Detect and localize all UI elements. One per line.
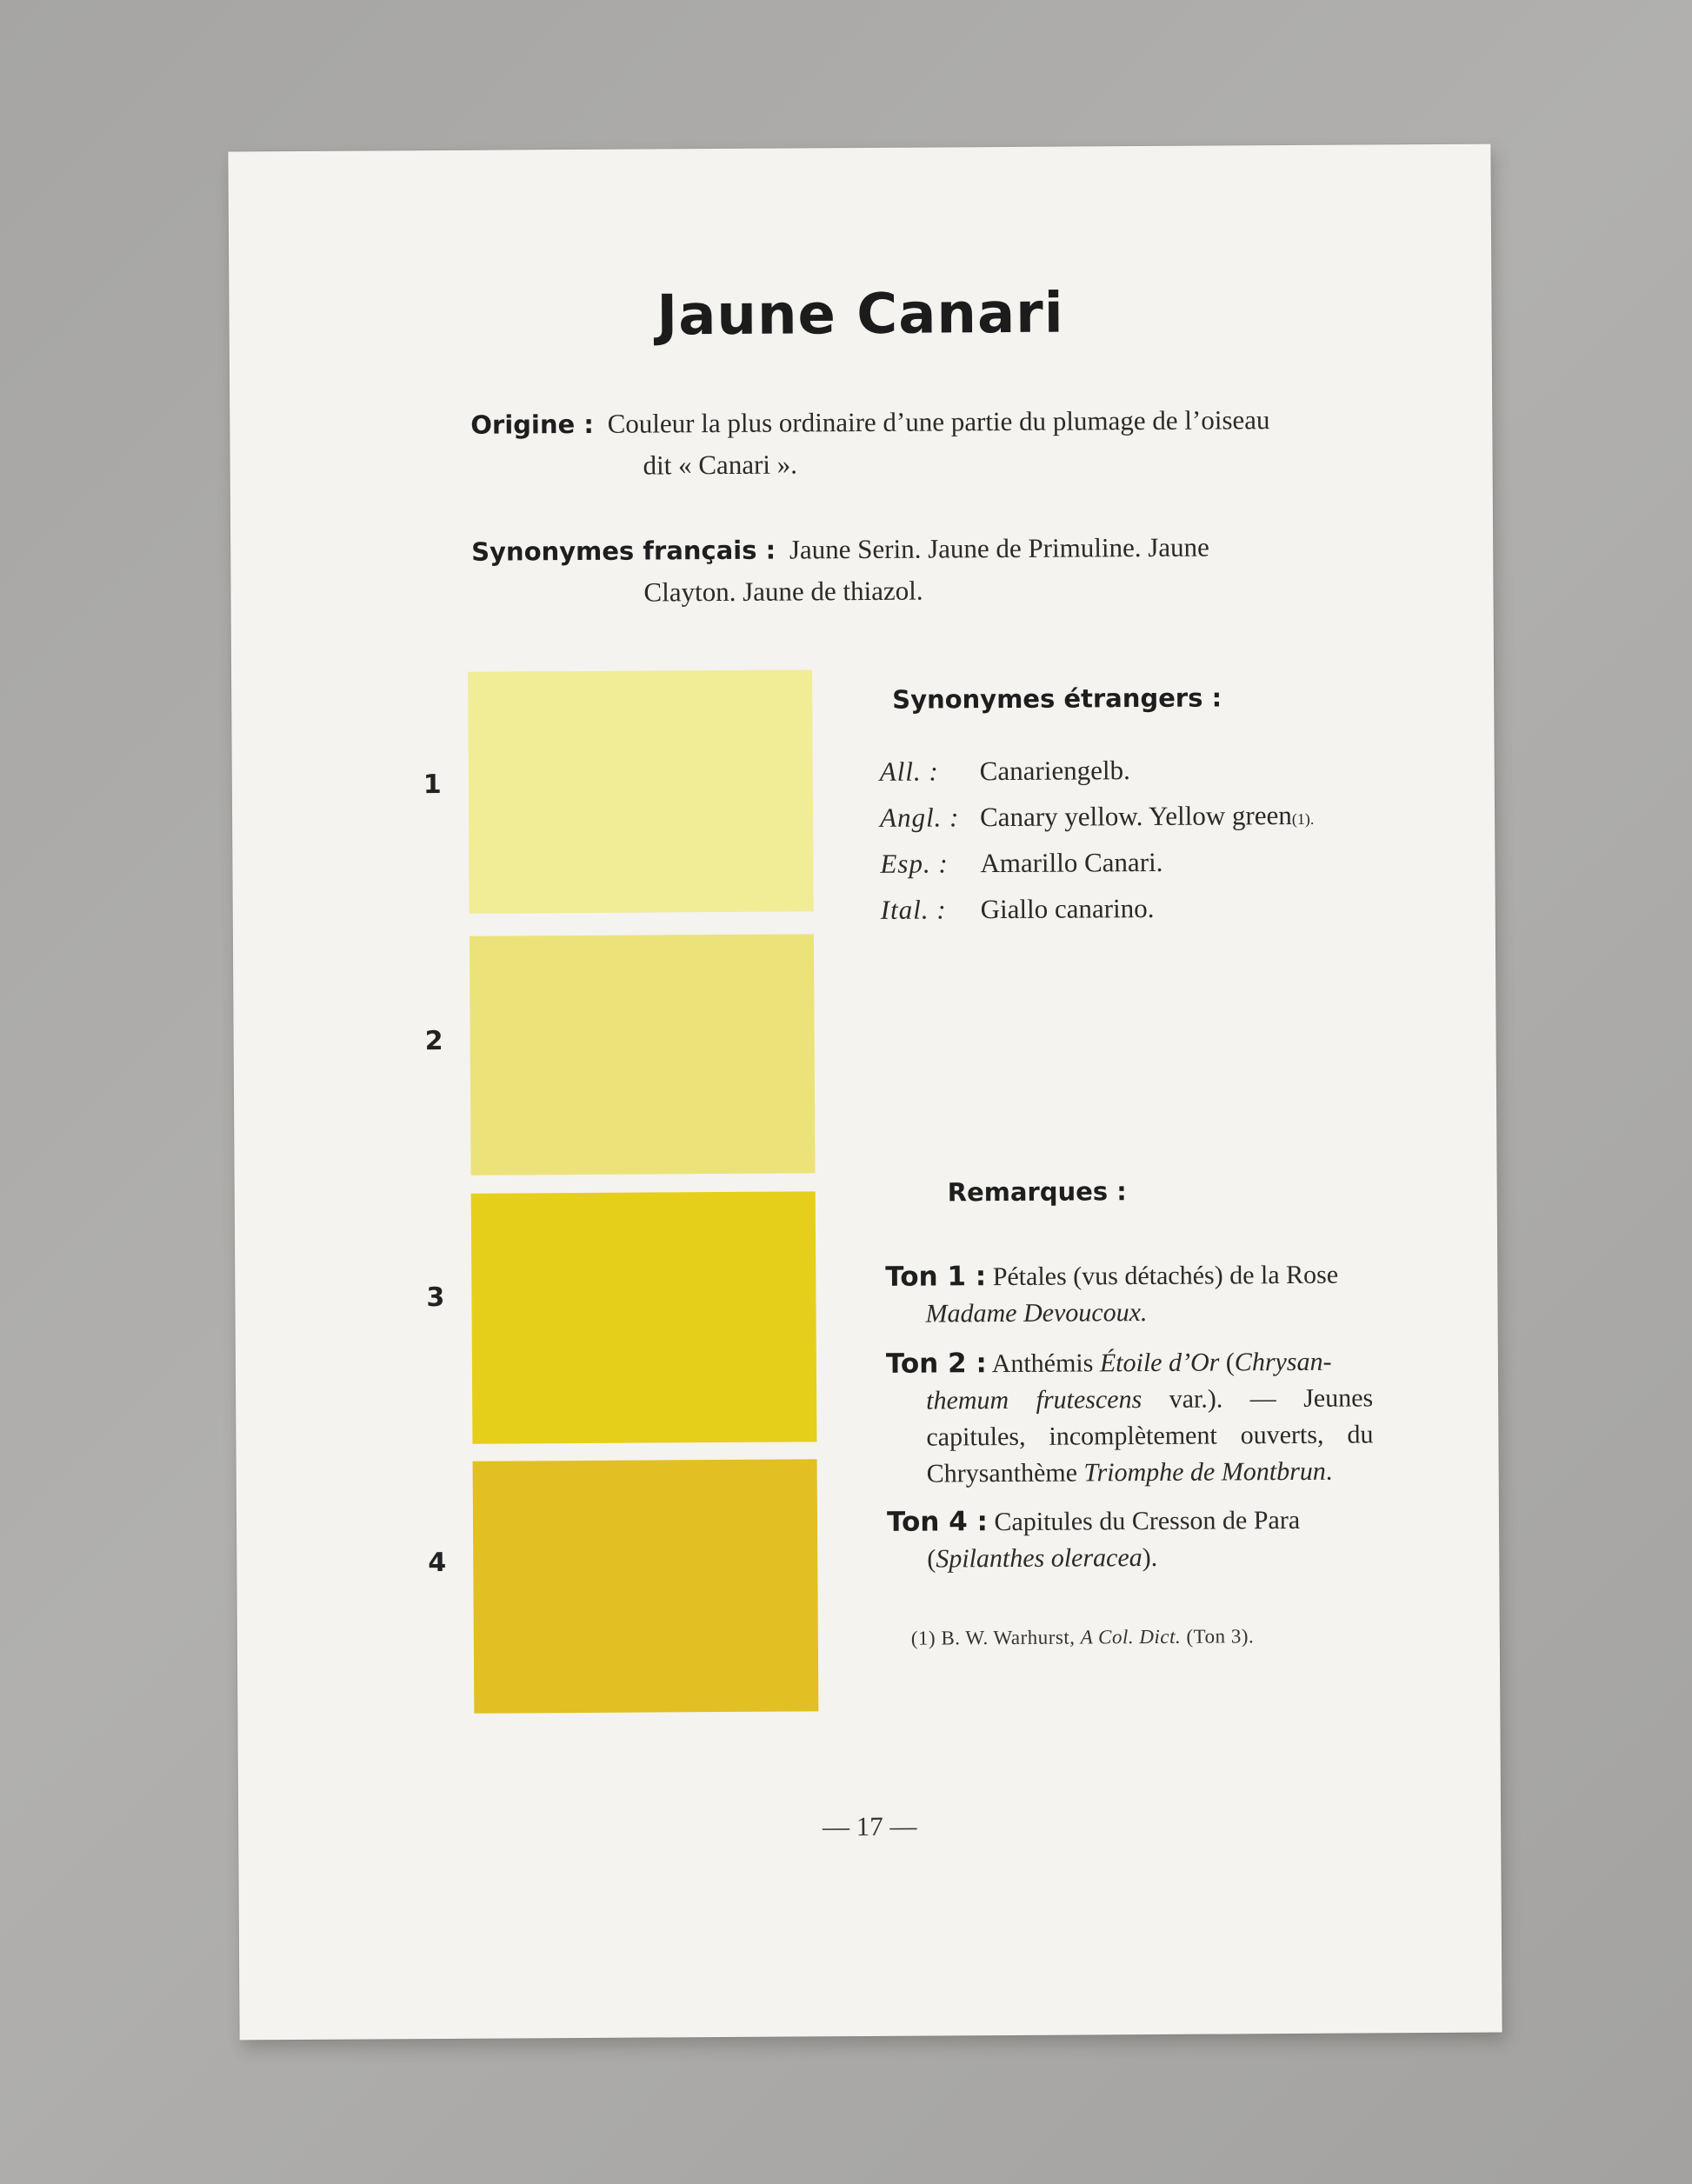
synonym-value: Canary yellow. Yellow green bbox=[979, 799, 1292, 833]
synonym-value: Canariengelb. bbox=[979, 755, 1130, 787]
origine-text-line1: Couleur la plus ordinaire d’une partie du plumage de l’oiseau bbox=[607, 404, 1270, 439]
language-abbrev: All. : bbox=[879, 756, 939, 787]
page-title: Jaune Canari bbox=[656, 281, 1064, 349]
color-swatch-3 bbox=[471, 1191, 817, 1443]
ton-italic: Spilanthes oleracea bbox=[936, 1543, 1142, 1574]
ton-label: Ton 2 : bbox=[885, 1348, 987, 1380]
language-abbrev: Ital. : bbox=[880, 894, 947, 925]
ton-text: ( bbox=[1225, 1348, 1235, 1377]
synonymes-etrangers-heading: Synonymes étrangers : bbox=[892, 682, 1222, 715]
synonymes-etrangers-list bbox=[880, 753, 1402, 941]
synonym-value: Giallo canarino. bbox=[980, 892, 1155, 925]
color-swatch-4 bbox=[473, 1459, 819, 1713]
ton-italic: Triomphe de Montbrun bbox=[1083, 1456, 1326, 1488]
ton-label: Ton 4 : bbox=[886, 1506, 989, 1538]
swatch-number-3: 3 bbox=[426, 1282, 445, 1314]
origine-section bbox=[470, 399, 1349, 488]
ton-text: var.). — Jeunes capitules, incomplètement ouverts, du Chrysanthème bbox=[926, 1383, 1374, 1488]
footnote-italic: A Col. Dict. bbox=[1080, 1625, 1182, 1648]
ton-text: Anthémis bbox=[991, 1348, 1094, 1379]
footnote-suffix: (Ton 3). bbox=[1186, 1625, 1255, 1648]
swatch-number-1: 1 bbox=[423, 769, 442, 801]
ton-italic: Étoile d’Or bbox=[1099, 1348, 1220, 1378]
list-item bbox=[880, 799, 1402, 849]
synonym-value: Amarillo Canari. bbox=[980, 846, 1163, 879]
footnote bbox=[911, 1625, 1255, 1649]
remarques-heading: Remarques : bbox=[947, 1176, 1127, 1208]
origine-text-line2: dit « Canari ». bbox=[643, 449, 798, 481]
footnote-reference: (1). bbox=[1291, 809, 1315, 828]
ton-italic: themum frutescens bbox=[926, 1385, 1142, 1415]
list-item bbox=[880, 845, 1402, 895]
list-item bbox=[881, 891, 1402, 941]
list-item bbox=[880, 753, 1402, 802]
synonymes-francais-line2: Clayton. Jaune de thiazol. bbox=[643, 575, 923, 608]
remarque-ton-4 bbox=[887, 1501, 1375, 1577]
synonymes-francais-section bbox=[471, 526, 1350, 615]
remarque-ton-2 bbox=[886, 1342, 1374, 1492]
ton-text: Pétales (vus détachés) de la Rose bbox=[992, 1260, 1339, 1292]
ton-text: . bbox=[1325, 1456, 1333, 1486]
ton-italic: Chrysan- bbox=[1234, 1347, 1332, 1377]
color-swatch-1 bbox=[468, 669, 814, 913]
language-abbrev: Angl. : bbox=[879, 802, 960, 833]
ton-italic: Madame Devoucoux. bbox=[925, 1298, 1148, 1328]
language-abbrev: Esp. : bbox=[880, 848, 949, 879]
swatch-number-4: 4 bbox=[428, 1547, 447, 1579]
ton-text: Capitules du Cresson de Para bbox=[994, 1505, 1301, 1537]
ton-text: ( bbox=[927, 1544, 936, 1574]
ton-text: ). bbox=[1142, 1542, 1158, 1573]
synonymes-francais-label: Synonymes français : bbox=[471, 535, 776, 567]
synonymes-francais-line1: Jaune Serin. Jaune de Primuline. Jaune bbox=[789, 531, 1209, 565]
remarque-ton-1 bbox=[885, 1255, 1373, 1332]
color-swatch-2 bbox=[470, 934, 816, 1175]
document-page bbox=[228, 144, 1502, 2041]
origine-label: Origine : bbox=[470, 409, 595, 440]
ton-label: Ton 1 : bbox=[885, 1261, 987, 1293]
footnote-prefix: (1) B. W. Warhurst, bbox=[910, 1626, 1076, 1649]
swatch-number-2: 2 bbox=[424, 1025, 443, 1057]
page-number: — 17 — bbox=[822, 1810, 917, 1842]
